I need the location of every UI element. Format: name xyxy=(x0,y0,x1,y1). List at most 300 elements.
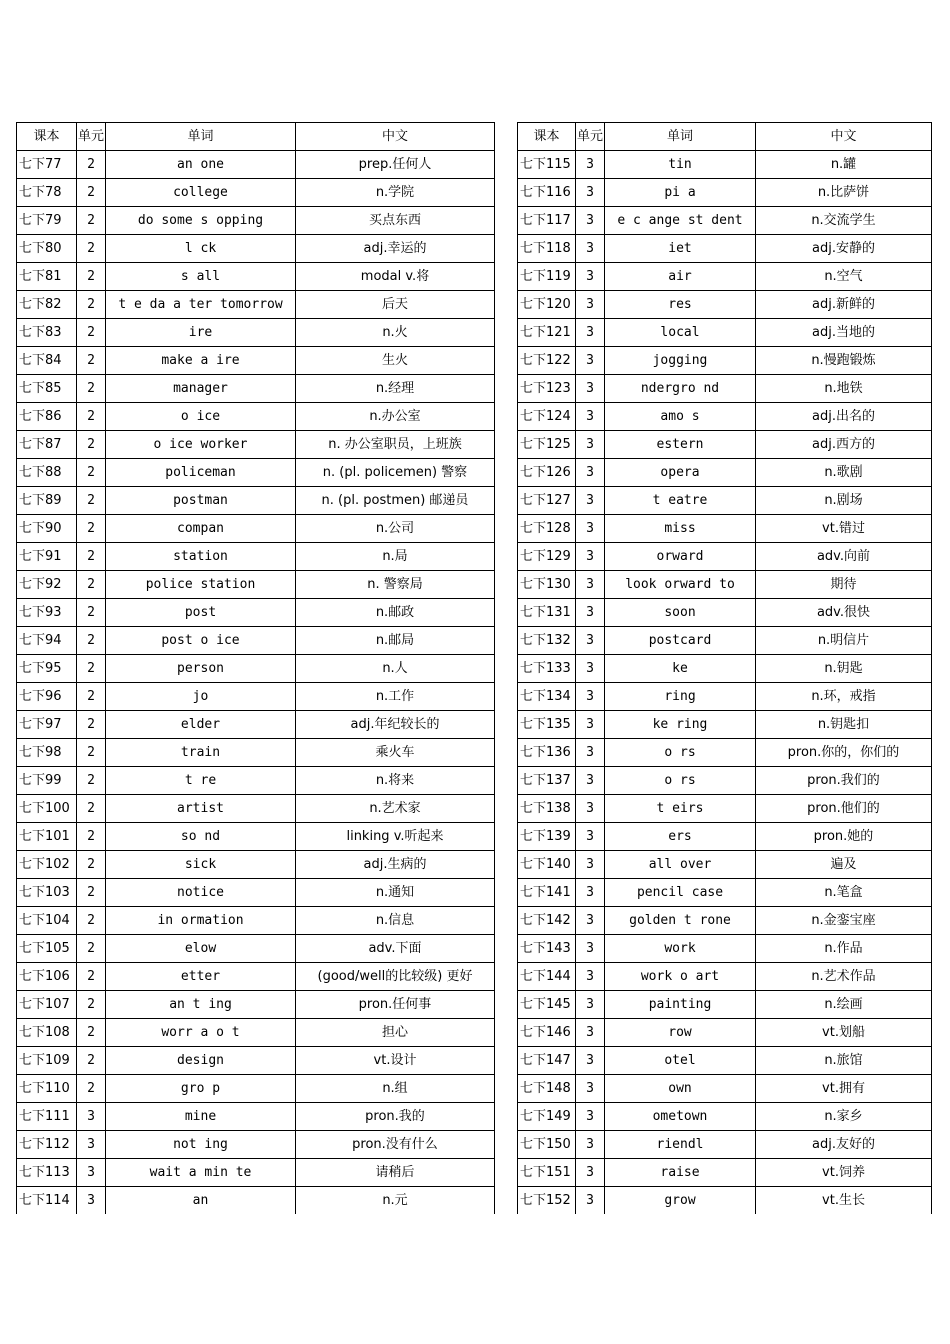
word-cell: work o art xyxy=(605,963,756,991)
book-cell: 七下94 xyxy=(17,627,77,655)
table-row xyxy=(17,879,495,907)
book-cell: 七下144 xyxy=(518,963,576,991)
word-cell: soon xyxy=(605,599,756,627)
unit-cell: 3 xyxy=(77,1159,106,1187)
chinese-cell: n.工作 xyxy=(296,683,495,711)
word-cell: post xyxy=(106,599,296,627)
unit-cell: 2 xyxy=(77,935,106,963)
header-book: 课本 xyxy=(17,123,77,151)
table-row xyxy=(518,459,932,487)
word-cell: person xyxy=(106,655,296,683)
book-cell: 七下120 xyxy=(518,291,576,319)
book-cell: 七下100 xyxy=(17,795,77,823)
book-cell: 七下141 xyxy=(518,879,576,907)
book-cell: 七下123 xyxy=(518,375,576,403)
table-row xyxy=(17,207,495,235)
word-cell: so nd xyxy=(106,823,296,851)
unit-cell: 2 xyxy=(77,795,106,823)
book-cell: 七下99 xyxy=(17,767,77,795)
chinese-cell: n.元 xyxy=(296,1187,495,1215)
chinese-cell: pron.他们的 xyxy=(756,795,932,823)
chinese-cell: adj.出名的 xyxy=(756,403,932,431)
word-cell: res xyxy=(605,291,756,319)
table-row xyxy=(518,963,932,991)
header-book: 课本 xyxy=(518,123,576,151)
chinese-cell: 遍及 xyxy=(756,851,932,879)
word-cell: t e da a ter tomorrow xyxy=(106,291,296,319)
book-cell: 七下149 xyxy=(518,1103,576,1131)
word-cell: in ormation xyxy=(106,907,296,935)
word-cell: t re xyxy=(106,767,296,795)
word-cell: elow xyxy=(106,935,296,963)
word-cell: t eatre xyxy=(605,487,756,515)
word-cell: estern xyxy=(605,431,756,459)
table-row xyxy=(518,515,932,543)
book-cell: 七下91 xyxy=(17,543,77,571)
unit-cell: 2 xyxy=(77,515,106,543)
unit-cell: 2 xyxy=(77,571,106,599)
word-cell: elder xyxy=(106,711,296,739)
unit-cell: 2 xyxy=(77,879,106,907)
table-row xyxy=(17,431,495,459)
book-cell: 七下145 xyxy=(518,991,576,1019)
chinese-cell: n.组 xyxy=(296,1075,495,1103)
table-row xyxy=(17,599,495,627)
unit-cell: 3 xyxy=(576,1187,605,1215)
word-cell: l ck xyxy=(106,235,296,263)
unit-cell: 2 xyxy=(77,711,106,739)
unit-cell: 3 xyxy=(576,347,605,375)
chinese-cell: pron.我们的 xyxy=(756,767,932,795)
book-cell: 七下119 xyxy=(518,263,576,291)
unit-cell: 3 xyxy=(576,963,605,991)
chinese-cell: n.比萨饼 xyxy=(756,179,932,207)
book-cell: 七下111 xyxy=(17,1103,77,1131)
table-row xyxy=(518,431,932,459)
word-cell: jogging xyxy=(605,347,756,375)
unit-cell: 2 xyxy=(77,207,106,235)
table-row xyxy=(17,1103,495,1131)
book-cell: 七下109 xyxy=(17,1047,77,1075)
book-cell: 七下106 xyxy=(17,963,77,991)
table-row xyxy=(17,823,495,851)
book-cell: 七下104 xyxy=(17,907,77,935)
word-cell: riendl xyxy=(605,1131,756,1159)
unit-cell: 3 xyxy=(576,571,605,599)
chinese-cell: adj.友好的 xyxy=(756,1131,932,1159)
chinese-cell: n.地铁 xyxy=(756,375,932,403)
chinese-cell: n.邮局 xyxy=(296,627,495,655)
table-row xyxy=(518,179,932,207)
chinese-cell: pron.没有什么 xyxy=(296,1131,495,1159)
chinese-cell: n.空气 xyxy=(756,263,932,291)
word-cell: pi a xyxy=(605,179,756,207)
unit-cell: 3 xyxy=(576,683,605,711)
table-row xyxy=(518,1159,932,1187)
table-row xyxy=(518,851,932,879)
unit-cell: 3 xyxy=(576,599,605,627)
unit-cell: 3 xyxy=(576,543,605,571)
chinese-cell: n.钥匙 xyxy=(756,655,932,683)
word-cell: o rs xyxy=(605,739,756,767)
table-row xyxy=(518,823,932,851)
table-row xyxy=(518,403,932,431)
chinese-cell: n.火 xyxy=(296,319,495,347)
book-cell: 七下146 xyxy=(518,1019,576,1047)
unit-cell: 3 xyxy=(576,431,605,459)
unit-cell: 2 xyxy=(77,963,106,991)
unit-cell: 2 xyxy=(77,151,106,179)
chinese-cell: 乘火车 xyxy=(296,739,495,767)
word-cell: ire xyxy=(106,319,296,347)
unit-cell: 2 xyxy=(77,683,106,711)
book-cell: 七下139 xyxy=(518,823,576,851)
table-row xyxy=(518,207,932,235)
table-row xyxy=(17,907,495,935)
table-row xyxy=(518,879,932,907)
chinese-cell: n. 警察局 xyxy=(296,571,495,599)
chinese-cell: n.艺术作品 xyxy=(756,963,932,991)
table-row xyxy=(518,767,932,795)
table-row xyxy=(17,1187,495,1215)
table-row xyxy=(17,655,495,683)
unit-cell: 2 xyxy=(77,851,106,879)
table-row xyxy=(518,795,932,823)
table-row xyxy=(17,263,495,291)
chinese-cell: pron.她的 xyxy=(756,823,932,851)
table-row xyxy=(17,711,495,739)
book-cell: 七下129 xyxy=(518,543,576,571)
chinese-cell: n.公司 xyxy=(296,515,495,543)
chinese-cell: pron.你的，你们的 xyxy=(756,739,932,767)
word-cell: opera xyxy=(605,459,756,487)
chinese-cell: n.歌剧 xyxy=(756,459,932,487)
word-cell: amo s xyxy=(605,403,756,431)
unit-cell: 2 xyxy=(77,739,106,767)
chinese-cell: adj.新鲜的 xyxy=(756,291,932,319)
word-cell: design xyxy=(106,1047,296,1075)
unit-cell: 3 xyxy=(77,1131,106,1159)
book-cell: 七下96 xyxy=(17,683,77,711)
book-cell: 七下128 xyxy=(518,515,576,543)
table-row xyxy=(518,683,932,711)
book-cell: 七下114 xyxy=(17,1187,77,1215)
word-cell: station xyxy=(106,543,296,571)
chinese-cell: adv.下面 xyxy=(296,935,495,963)
unit-cell: 3 xyxy=(77,1187,106,1215)
chinese-cell: adj.西方的 xyxy=(756,431,932,459)
table-row xyxy=(518,291,932,319)
unit-cell: 3 xyxy=(576,795,605,823)
unit-cell: 3 xyxy=(576,487,605,515)
chinese-cell: adj.年纪较长的 xyxy=(296,711,495,739)
chinese-cell: adv.很快 xyxy=(756,599,932,627)
book-cell: 七下136 xyxy=(518,739,576,767)
chinese-cell: 后天 xyxy=(296,291,495,319)
table-row xyxy=(17,151,495,179)
word-cell: otel xyxy=(605,1047,756,1075)
chinese-cell: linking v.听起来 xyxy=(296,823,495,851)
chinese-cell: n.明信片 xyxy=(756,627,932,655)
book-cell: 七下147 xyxy=(518,1047,576,1075)
unit-cell: 2 xyxy=(77,1019,106,1047)
book-cell: 七下133 xyxy=(518,655,576,683)
unit-cell: 3 xyxy=(576,879,605,907)
book-cell: 七下86 xyxy=(17,403,77,431)
table-row xyxy=(518,739,932,767)
header-unit: 单元 xyxy=(77,123,106,151)
book-cell: 七下137 xyxy=(518,767,576,795)
book-cell: 七下90 xyxy=(17,515,77,543)
word-cell: postcard xyxy=(605,627,756,655)
word-cell: work xyxy=(605,935,756,963)
table-row xyxy=(17,627,495,655)
word-cell: postman xyxy=(106,487,296,515)
table-row xyxy=(518,347,932,375)
book-cell: 七下132 xyxy=(518,627,576,655)
chinese-cell: n.交流学生 xyxy=(756,207,932,235)
table-row xyxy=(518,627,932,655)
word-cell: o rs xyxy=(605,767,756,795)
unit-cell: 3 xyxy=(576,655,605,683)
unit-cell: 3 xyxy=(576,1019,605,1047)
unit-cell: 2 xyxy=(77,263,106,291)
book-cell: 七下97 xyxy=(17,711,77,739)
word-cell: wait a min te xyxy=(106,1159,296,1187)
table-row xyxy=(17,767,495,795)
header-chinese: 中文 xyxy=(296,123,495,151)
unit-cell: 2 xyxy=(77,823,106,851)
table-row xyxy=(518,1187,932,1215)
word-cell: an xyxy=(106,1187,296,1215)
unit-cell: 2 xyxy=(77,347,106,375)
chinese-cell: vt.设计 xyxy=(296,1047,495,1075)
chinese-cell: 期待 xyxy=(756,571,932,599)
book-cell: 七下105 xyxy=(17,935,77,963)
table-row xyxy=(17,375,495,403)
unit-cell: 2 xyxy=(77,599,106,627)
chinese-cell: n.经理 xyxy=(296,375,495,403)
word-cell: manager xyxy=(106,375,296,403)
chinese-cell: n.通知 xyxy=(296,879,495,907)
book-cell: 七下79 xyxy=(17,207,77,235)
word-cell: not ing xyxy=(106,1131,296,1159)
header-word: 单词 xyxy=(106,123,296,151)
word-cell: mine xyxy=(106,1103,296,1131)
unit-cell: 2 xyxy=(77,403,106,431)
table-row xyxy=(518,655,932,683)
word-cell: etter xyxy=(106,963,296,991)
table-row xyxy=(518,263,932,291)
table-row xyxy=(17,795,495,823)
table-row xyxy=(17,739,495,767)
word-cell: ke xyxy=(605,655,756,683)
table-row xyxy=(17,683,495,711)
unit-cell: 3 xyxy=(576,767,605,795)
table-row xyxy=(17,459,495,487)
word-cell: do some s opping xyxy=(106,207,296,235)
unit-cell: 3 xyxy=(576,1075,605,1103)
chinese-cell: pron.任何事 xyxy=(296,991,495,1019)
chinese-cell: n.剧场 xyxy=(756,487,932,515)
word-cell: e c ange st dent xyxy=(605,207,756,235)
header-row xyxy=(518,123,932,151)
book-cell: 七下126 xyxy=(518,459,576,487)
chinese-cell: n.学院 xyxy=(296,179,495,207)
word-cell: train xyxy=(106,739,296,767)
word-cell: policeman xyxy=(106,459,296,487)
book-cell: 七下83 xyxy=(17,319,77,347)
book-cell: 七下103 xyxy=(17,879,77,907)
table-row xyxy=(17,963,495,991)
chinese-cell: vt.划船 xyxy=(756,1019,932,1047)
table-row xyxy=(17,347,495,375)
word-cell: ndergro nd xyxy=(605,375,756,403)
table-row xyxy=(17,1159,495,1187)
chinese-cell: modal v.将 xyxy=(296,263,495,291)
unit-cell: 3 xyxy=(77,1103,106,1131)
book-cell: 七下115 xyxy=(518,151,576,179)
chinese-cell: n.将来 xyxy=(296,767,495,795)
unit-cell: 2 xyxy=(77,319,106,347)
word-cell: tin xyxy=(605,151,756,179)
word-cell: golden t rone xyxy=(605,907,756,935)
unit-cell: 2 xyxy=(77,1047,106,1075)
table-row xyxy=(17,291,495,319)
unit-cell: 3 xyxy=(576,179,605,207)
chinese-cell: vt.生长 xyxy=(756,1187,932,1215)
unit-cell: 2 xyxy=(77,991,106,1019)
word-cell: own xyxy=(605,1075,756,1103)
table-row xyxy=(518,1019,932,1047)
word-cell: painting xyxy=(605,991,756,1019)
word-cell: all over xyxy=(605,851,756,879)
table-row xyxy=(518,571,932,599)
unit-cell: 3 xyxy=(576,151,605,179)
chinese-cell: n.绘画 xyxy=(756,991,932,1019)
unit-cell: 2 xyxy=(77,767,106,795)
book-cell: 七下138 xyxy=(518,795,576,823)
word-cell: make a ire xyxy=(106,347,296,375)
word-cell: local xyxy=(605,319,756,347)
chinese-cell: n.笔盒 xyxy=(756,879,932,907)
unit-cell: 2 xyxy=(77,655,106,683)
chinese-cell: n.金銮宝座 xyxy=(756,907,932,935)
unit-cell: 2 xyxy=(77,431,106,459)
chinese-cell: 请稍后 xyxy=(296,1159,495,1187)
unit-cell: 3 xyxy=(576,291,605,319)
word-cell: raise xyxy=(605,1159,756,1187)
word-cell: sick xyxy=(106,851,296,879)
table-row xyxy=(17,319,495,347)
word-cell: an one xyxy=(106,151,296,179)
unit-cell: 3 xyxy=(576,851,605,879)
table-row xyxy=(518,543,932,571)
table-row xyxy=(17,543,495,571)
unit-cell: 3 xyxy=(576,823,605,851)
unit-cell: 2 xyxy=(77,179,106,207)
word-cell: college xyxy=(106,179,296,207)
chinese-cell: n.旅馆 xyxy=(756,1047,932,1075)
unit-cell: 3 xyxy=(576,235,605,263)
chinese-cell: n.环，戒指 xyxy=(756,683,932,711)
unit-cell: 3 xyxy=(576,991,605,1019)
book-cell: 七下131 xyxy=(518,599,576,627)
word-cell: o ice xyxy=(106,403,296,431)
table-row xyxy=(17,179,495,207)
word-cell: ring xyxy=(605,683,756,711)
unit-cell: 2 xyxy=(77,487,106,515)
word-cell: an t ing xyxy=(106,991,296,1019)
chinese-cell: pron.我的 xyxy=(296,1103,495,1131)
table-row xyxy=(518,151,932,179)
book-cell: 七下108 xyxy=(17,1019,77,1047)
word-cell: ometown xyxy=(605,1103,756,1131)
book-cell: 七下143 xyxy=(518,935,576,963)
table-row xyxy=(17,515,495,543)
word-cell: compan xyxy=(106,515,296,543)
chinese-cell: 担心 xyxy=(296,1019,495,1047)
unit-cell: 3 xyxy=(576,739,605,767)
book-cell: 七下107 xyxy=(17,991,77,1019)
chinese-cell: n.家乡 xyxy=(756,1103,932,1131)
unit-cell: 2 xyxy=(77,907,106,935)
chinese-cell: adj.幸运的 xyxy=(296,235,495,263)
chinese-cell: adj.当地的 xyxy=(756,319,932,347)
book-cell: 七下125 xyxy=(518,431,576,459)
chinese-cell: adj.生病的 xyxy=(296,851,495,879)
unit-cell: 3 xyxy=(576,711,605,739)
vocab-body-right xyxy=(518,151,932,1215)
word-cell: o ice worker xyxy=(106,431,296,459)
table-row xyxy=(518,1131,932,1159)
word-cell: artist xyxy=(106,795,296,823)
chinese-cell: (good/well的比较级) 更好 xyxy=(296,963,495,991)
book-cell: 七下84 xyxy=(17,347,77,375)
vocab-body-left xyxy=(17,151,495,1215)
chinese-cell: vt.错过 xyxy=(756,515,932,543)
book-cell: 七下142 xyxy=(518,907,576,935)
unit-cell: 3 xyxy=(576,403,605,431)
table-row xyxy=(518,1075,932,1103)
chinese-cell: 生火 xyxy=(296,347,495,375)
book-cell: 七下113 xyxy=(17,1159,77,1187)
unit-cell: 3 xyxy=(576,375,605,403)
book-cell: 七下121 xyxy=(518,319,576,347)
table-row xyxy=(518,907,932,935)
word-cell: ke ring xyxy=(605,711,756,739)
book-cell: 七下135 xyxy=(518,711,576,739)
book-cell: 七下148 xyxy=(518,1075,576,1103)
chinese-cell: n.人 xyxy=(296,655,495,683)
book-cell: 七下102 xyxy=(17,851,77,879)
table-row xyxy=(17,991,495,1019)
word-cell: look orward to xyxy=(605,571,756,599)
book-cell: 七下110 xyxy=(17,1075,77,1103)
unit-cell: 3 xyxy=(576,459,605,487)
unit-cell: 3 xyxy=(576,1103,605,1131)
book-cell: 七下151 xyxy=(518,1159,576,1187)
book-cell: 七下88 xyxy=(17,459,77,487)
unit-cell: 3 xyxy=(576,207,605,235)
word-cell: gro p xyxy=(106,1075,296,1103)
word-cell: t eirs xyxy=(605,795,756,823)
table-row xyxy=(17,1047,495,1075)
vocab-table-left xyxy=(16,122,495,1214)
chinese-cell: n.罐 xyxy=(756,151,932,179)
word-cell: notice xyxy=(106,879,296,907)
book-cell: 七下98 xyxy=(17,739,77,767)
